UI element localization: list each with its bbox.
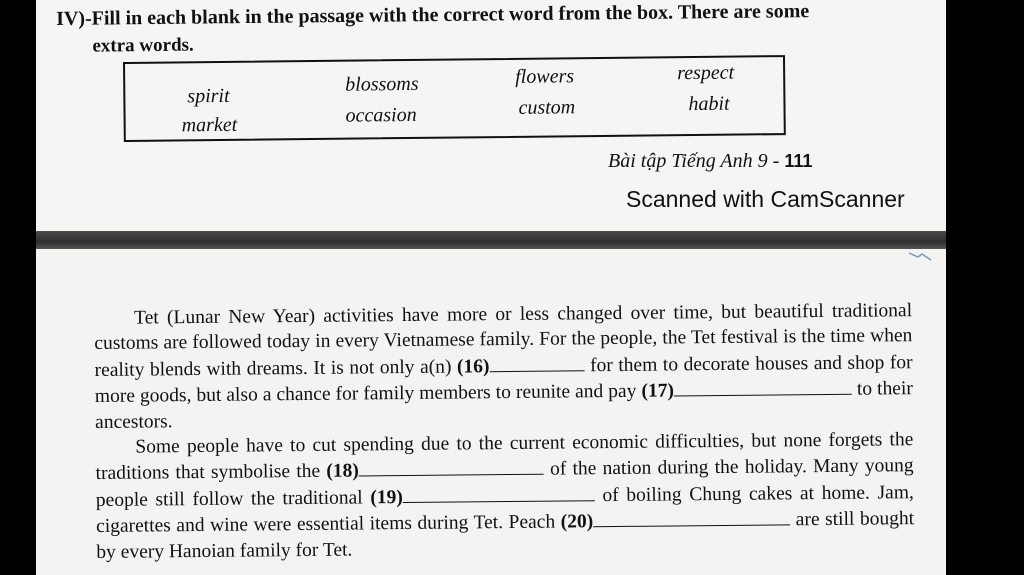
blank-number-20: (20) [560, 511, 594, 533]
word-flowers: flowers [515, 65, 575, 88]
page-corner-mark-icon [908, 251, 932, 261]
word-spirit: spirit [187, 84, 230, 108]
page-number: 111 [784, 151, 813, 171]
blank-18[interactable] [359, 456, 544, 477]
scanned-page [36, 0, 946, 575]
blank-17[interactable] [674, 376, 852, 397]
word-blossoms: blossoms [345, 72, 419, 96]
blank-number-18: (18) [326, 460, 359, 483]
blank-16[interactable] [489, 352, 584, 372]
word-occasion: occasion [345, 103, 417, 127]
blank-20[interactable] [593, 507, 790, 528]
p1-text-a: Tet (Lunar New Year) activities have more or less changed over time, but beautiful traditional customs are followed today in every Vietnamese family. For the people, the Tet festival is the time when reality blends with dreams. It is not only a(n) [94, 300, 913, 381]
word-market: market [181, 113, 238, 137]
p1-text-c: to their ancestors. [95, 378, 913, 433]
blank-number-19: (19) [370, 486, 403, 509]
exercise-heading [56, 0, 937, 60]
passage [94, 298, 914, 565]
p1-text-b: for them to decorate houses and shop for more goods, but also a chance for family members to reunite and pay [94, 351, 913, 408]
book-reference [608, 150, 812, 173]
word-habit: habit [688, 92, 730, 116]
passage-paragraph-1 [94, 298, 913, 435]
word-custom: custom [518, 96, 576, 119]
passage-paragraph-2 [95, 427, 914, 565]
camscanner-watermark: Scanned with CamScanner [626, 186, 905, 212]
heading-line-2: extra words. [92, 34, 194, 57]
blank-number-16: (16) [456, 356, 490, 378]
blank-number-17: (17) [641, 380, 675, 402]
p2-text-c: of boiling Chung cakes at home. Jam, cigarettes and wine were essential items during Tet. Peach [96, 481, 914, 538]
blank-19[interactable] [403, 482, 595, 503]
heading-line-1: IV)-Fill in each blank in the passage with the correct word from the box. There are some [56, 0, 810, 30]
p2-text-a: Some people have to cut spending due to the current economic difficulties, but none forgets the traditions that symbolise the [95, 429, 914, 485]
book-title: Bài tập Tiếng Anh 9 - [608, 150, 785, 172]
p2-text-b: of the nation during the holiday. Many young people still follow the traditional [95, 455, 914, 511]
page-divider [36, 231, 946, 249]
scan-top-section [36, 0, 946, 231]
word-box [123, 55, 786, 142]
p2-text-d: are still bought by every Hanoian family for Tet. [96, 508, 915, 563]
word-respect: respect [677, 61, 735, 85]
